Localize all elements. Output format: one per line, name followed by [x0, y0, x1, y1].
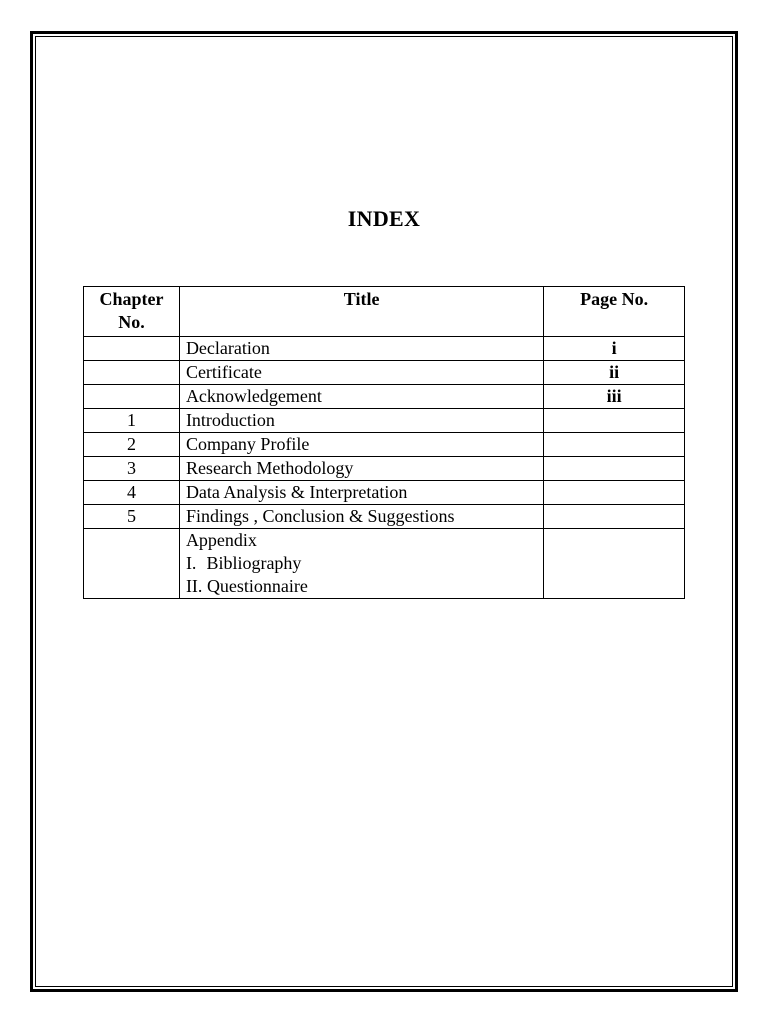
header-chapter-line1: Chapter — [99, 289, 164, 309]
chapter-cell: 4 — [84, 481, 180, 505]
appendix-cell — [179, 529, 543, 599]
chapter-cell — [84, 361, 180, 385]
header-chapter-no — [84, 287, 180, 337]
page-cell — [544, 481, 685, 505]
appendix-item-numeral: I. — [185, 553, 197, 573]
table-row — [84, 337, 685, 361]
appendix-item-numeral: II. — [185, 576, 203, 596]
page-cell — [544, 409, 685, 433]
page-cell: i — [544, 337, 685, 361]
chapter-cell: 2 — [84, 433, 180, 457]
title-cell: Data Analysis & Interpretation — [179, 481, 543, 505]
index-table — [83, 286, 685, 599]
page-cell — [544, 457, 685, 481]
title-cell: Introduction — [179, 409, 543, 433]
page-cell — [544, 529, 685, 599]
header-chapter-line2: No. — [118, 312, 145, 332]
table-header-row — [84, 287, 685, 337]
chapter-cell: 5 — [84, 505, 180, 529]
title-cell: Declaration — [179, 337, 543, 361]
chapter-cell — [84, 337, 180, 361]
appendix-item-label: Bibliography — [206, 553, 302, 573]
table-row — [84, 505, 685, 529]
appendix-item — [186, 575, 537, 598]
table-row — [84, 433, 685, 457]
header-page-no: Page No. — [544, 287, 685, 337]
title-cell: Acknowledgement — [179, 385, 543, 409]
page-cell — [544, 505, 685, 529]
table-row — [84, 481, 685, 505]
appendix-item-label: Questionnaire — [206, 576, 308, 596]
page-title: INDEX — [347, 206, 421, 231]
chapter-cell — [84, 529, 180, 599]
title-cell: Findings , Conclusion & Suggestions — [179, 505, 543, 529]
title-cell: Certificate — [179, 361, 543, 385]
title-cell: Company Profile — [179, 433, 543, 457]
header-title: Title — [179, 287, 543, 337]
appendix-title: Appendix — [185, 530, 257, 550]
page-cell: ii — [544, 361, 685, 385]
table-row — [84, 361, 685, 385]
chapter-cell: 3 — [84, 457, 180, 481]
chapter-cell — [84, 385, 180, 409]
appendix-row — [84, 529, 685, 599]
title-cell: Research Methodology — [179, 457, 543, 481]
chapter-cell: 1 — [84, 409, 180, 433]
appendix-item — [186, 552, 537, 575]
table-row — [84, 385, 685, 409]
page-cell: iii — [544, 385, 685, 409]
page-cell — [544, 433, 685, 457]
table-row — [84, 457, 685, 481]
table-row — [84, 409, 685, 433]
